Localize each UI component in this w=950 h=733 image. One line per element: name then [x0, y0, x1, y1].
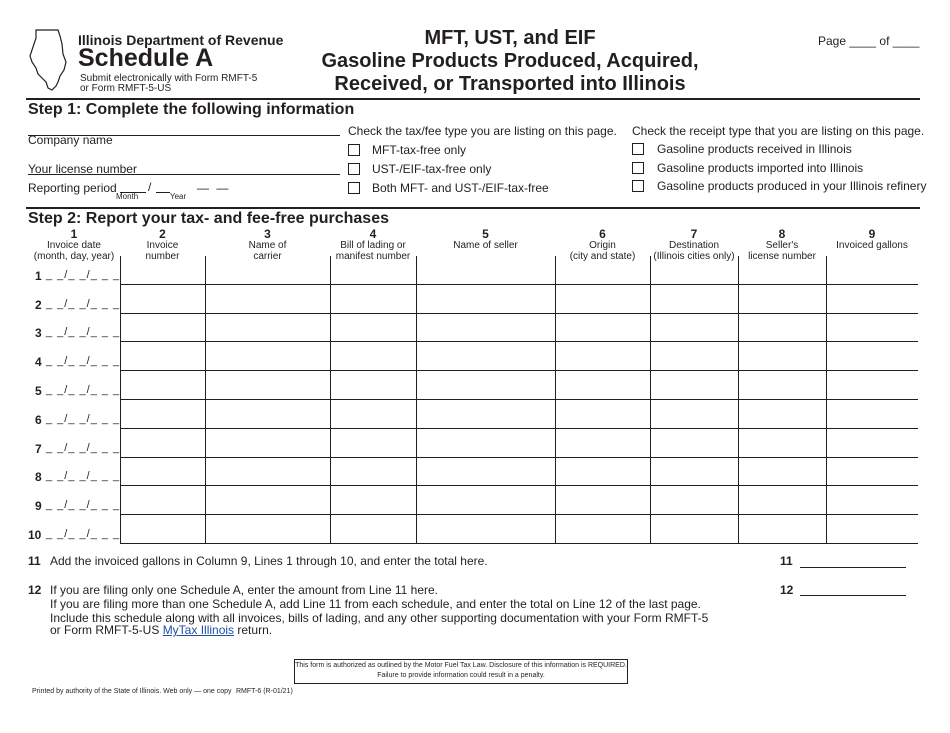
column-number: 6 — [599, 227, 606, 241]
column-separator — [330, 256, 331, 544]
form-title-line-3: Received, or Transported into Illinois — [334, 73, 686, 95]
column-separator — [555, 256, 556, 544]
company-name-label: Company name — [28, 133, 113, 147]
form-id: RMFT-6 (R-01/21) — [236, 688, 293, 695]
tax-type-prompt: Check the tax/fee type you are listing on this page. — [348, 124, 617, 138]
row-number: 1 — [35, 268, 42, 283]
invoice-date-field[interactable]: _ _/_ _/_ _ _ — [46, 470, 121, 483]
column-header-8 — [738, 228, 826, 262]
month-sublabel: Month — [116, 192, 139, 201]
column-header-4 — [330, 228, 416, 262]
mytax-illinois-link[interactable]: MyTax Illinois — [162, 623, 235, 637]
table-row[interactable] — [120, 514, 918, 515]
column-separator — [650, 256, 651, 544]
reporting-period-year-field[interactable] — [156, 186, 170, 193]
line11-text: Add the invoiced gallons in Column 9, Lines 1 through 10, and enter the total here. — [50, 554, 488, 568]
table-row[interactable] — [120, 284, 918, 285]
line12-text-4b: return. — [237, 623, 273, 637]
line11-total-field[interactable] — [800, 567, 906, 568]
disclosure-notice-box — [294, 659, 628, 684]
mft-tax-free-label: MFT-tax-free only — [372, 143, 467, 157]
column-label-line-2: number — [145, 251, 180, 262]
row-number: 4 — [35, 355, 42, 370]
line12-text-2: If you are filing more than one Schedule A, add Line 11 from each schedule, and enter the total on Line 12 of the last page. — [50, 597, 701, 611]
form-title-line-2: Gasoline Products Produced, Acquired, — [321, 50, 699, 72]
license-number-label: Your license number — [28, 162, 137, 176]
column-label-line-2: (city and state) — [569, 251, 636, 262]
row-number: 8 — [35, 470, 42, 485]
submit-line-1: Submit electronically with Form RMFT-5 — [80, 73, 258, 84]
column-label-line-1: Origin — [589, 240, 616, 251]
reporting-period-year-dashes: — — — [197, 181, 231, 195]
table-row[interactable] — [120, 370, 918, 371]
column-label-line-2: manifest number — [335, 251, 411, 262]
table-row[interactable] — [120, 457, 918, 458]
year-sublabel: Year — [170, 192, 187, 201]
imported-into-illinois-checkbox[interactable] — [632, 162, 644, 174]
form-title-line-1: MFT, UST, and EIF — [424, 27, 596, 49]
column-number: 7 — [690, 227, 698, 241]
table-row[interactable] — [120, 313, 918, 314]
invoice-date-field[interactable]: _ _/_ _/_ _ _ — [46, 499, 121, 512]
line12-number: 12 — [28, 583, 42, 597]
row-number: 7 — [35, 441, 42, 456]
invoice-date-field[interactable]: _ _/_ _/_ _ _ — [46, 326, 121, 339]
company-name-field[interactable] — [28, 134, 340, 136]
printed-by-authority: Printed by authority of the State of Illinois. Web only — one copy — [32, 688, 232, 695]
table-row[interactable] — [120, 341, 918, 342]
row-number: 3 — [35, 326, 42, 341]
produced-in-refinery-label: Gasoline products produced in your Illinois refinery — [657, 179, 927, 193]
disclosure-notice-line-1: This form is authorized as outlined by the Motor Fuel Tax Law. Disclosure of this information is REQUIRED. — [295, 662, 627, 669]
column-label-line-2: (month, day, year) — [33, 251, 115, 262]
step2-heading: Step 2: Report your tax- and fee-free purchases — [28, 210, 389, 227]
column-number: 2 — [159, 227, 166, 241]
imported-into-illinois-label: Gasoline products imported into Illinois — [657, 161, 864, 175]
invoice-date-field[interactable]: _ _/_ _/_ _ _ — [46, 355, 121, 368]
both-tax-free-label: Both MFT- and UST-/EIF-tax-free — [372, 181, 549, 195]
column-label-line-1: Seller's — [765, 240, 799, 251]
table-row[interactable] — [120, 399, 918, 400]
table-row[interactable] — [120, 428, 918, 429]
invoice-date-field[interactable]: _ _/_ _/_ _ _ — [46, 297, 121, 310]
reporting-period-slash: / — [148, 180, 152, 194]
column-label-line-2: license number — [748, 251, 816, 262]
line12-total-field[interactable] — [800, 595, 906, 596]
invoice-date-field[interactable]: _ _/_ _/_ _ _ — [46, 412, 121, 425]
received-in-illinois-checkbox[interactable] — [632, 143, 644, 155]
row-number: 6 — [35, 412, 42, 427]
license-number-field[interactable] — [28, 173, 340, 175]
table-row[interactable] — [120, 543, 918, 544]
step1-divider — [26, 207, 920, 209]
column-separator — [416, 256, 417, 544]
disclosure-notice-line-2: Failure to provide information could result in a penalty. — [377, 672, 545, 679]
column-label-line-1: Invoiced gallons — [836, 240, 908, 251]
column-header-9 — [826, 228, 918, 251]
invoice-date-field[interactable]: _ _/_ _/_ _ _ — [46, 528, 121, 540]
column-separator — [205, 256, 206, 544]
invoice-date-field[interactable]: _ _/_ _/_ _ _ — [46, 268, 121, 281]
invoice-date-field[interactable]: _ _/_ _/_ _ _ — [46, 384, 121, 396]
line11-right-number: 11 — [780, 554, 793, 568]
column-label-line-1: Invoice date — [47, 240, 101, 251]
column-label-line-1: Invoice — [146, 240, 179, 251]
column-number: 8 — [778, 227, 786, 241]
schedule-title: Schedule A — [78, 44, 214, 72]
line11-number: 11 — [28, 554, 41, 568]
mft-tax-free-checkbox[interactable] — [348, 144, 360, 156]
column-separator — [826, 256, 827, 544]
page-number-field[interactable]: Page ____ of ____ — [818, 34, 920, 48]
receipt-type-prompt: Check the receipt type that you are listing on this page. — [632, 124, 925, 138]
line12-text-4a: or Form RMFT-5-US — [50, 623, 160, 637]
header-divider — [26, 98, 920, 100]
line12-text-1: If you are filing only one Schedule A, enter the amount from Line 11 here. — [50, 583, 439, 597]
row-number: 10 — [28, 528, 42, 542]
row-number: 9 — [35, 499, 42, 514]
line12-right-number: 12 — [780, 583, 794, 597]
column-header-5 — [416, 228, 555, 251]
row-number: 5 — [35, 384, 42, 398]
table-row[interactable] — [120, 485, 918, 486]
column-header-3 — [205, 228, 330, 262]
column-header-2 — [120, 228, 205, 262]
column-label-line-1: Destination — [668, 240, 720, 251]
step1-heading: Step 1: Complete the following information — [28, 101, 355, 118]
column-header-1 — [28, 228, 120, 262]
row-number: 2 — [35, 297, 42, 312]
produced-in-refinery-checkbox[interactable] — [632, 180, 644, 192]
column-label-line-1: Bill of lading or — [340, 240, 406, 251]
column-separator — [738, 256, 739, 544]
submit-line-2: or Form RMFT-5-US — [80, 83, 172, 94]
column-label-line-1: Name of seller — [453, 240, 518, 251]
column-number: 3 — [264, 227, 271, 241]
ust-eif-tax-free-checkbox[interactable] — [348, 163, 360, 175]
column-header-6 — [555, 228, 650, 262]
column-label-line-2: carrier — [253, 251, 282, 262]
column-number: 4 — [369, 227, 377, 241]
both-tax-free-checkbox[interactable] — [348, 182, 360, 194]
invoice-date-field[interactable]: _ _/_ _/_ _ _ — [46, 441, 121, 454]
received-in-illinois-label: Gasoline products received in Illinois — [657, 142, 852, 156]
ust-eif-tax-free-label: UST-/EIF-tax-free only — [372, 162, 492, 176]
line12-text-4 — [50, 623, 272, 637]
column-header-7 — [650, 228, 738, 262]
reporting-period-label: Reporting period — [28, 181, 117, 195]
column-label-line-1: Name of — [248, 240, 287, 251]
column-number: 5 — [482, 227, 489, 241]
column-number: 1 — [70, 227, 78, 241]
line12-text-3: Include this schedule along with all invoices, bills of lading, and any other supporting documentation with your Form RMFT-5 — [50, 611, 709, 625]
column-label-line-2: (Illinois cities only) — [653, 251, 735, 262]
agency-name: Illinois Department of Revenue — [78, 32, 284, 48]
illinois-map-icon — [28, 28, 72, 92]
column-number: 9 — [868, 227, 876, 241]
